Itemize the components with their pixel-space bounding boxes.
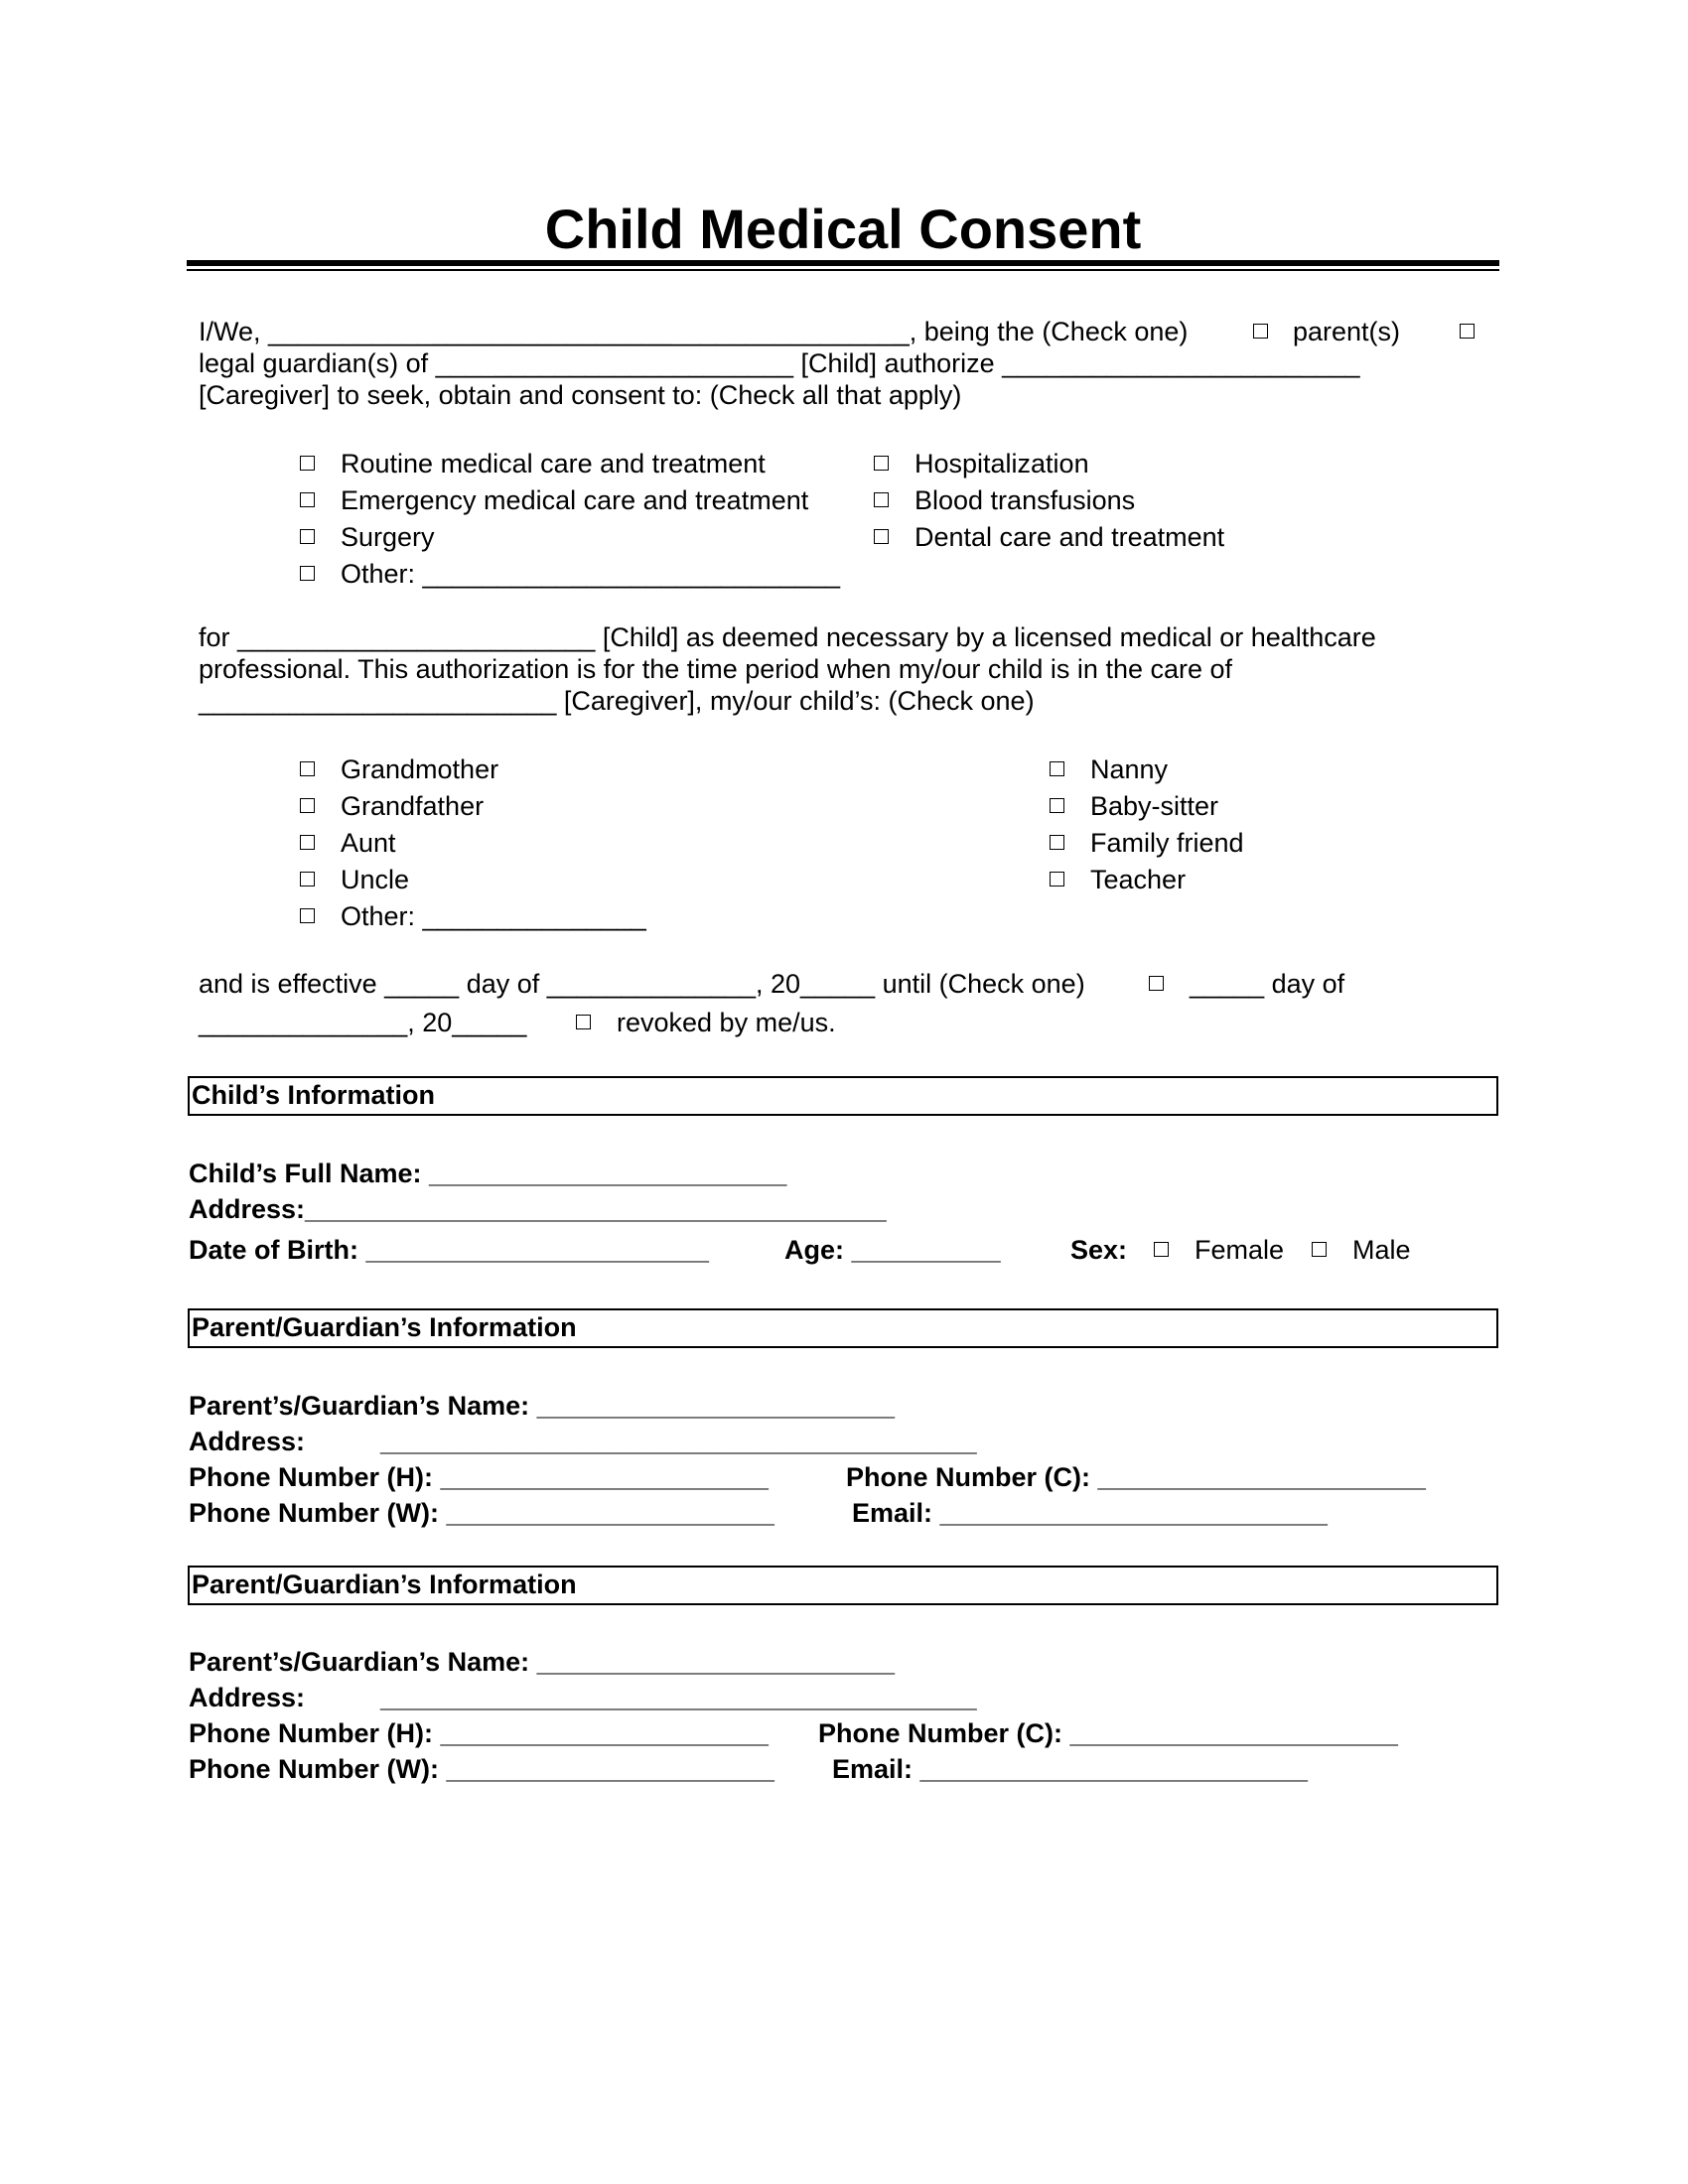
relation-label: Other: _______________ [341, 901, 646, 931]
guardian2-address-label: Address: [189, 1683, 306, 1712]
relation-label: Baby-sitter [1090, 791, 1219, 821]
relation-label: Grandfather [341, 791, 485, 821]
relation-checkbox-nanny[interactable] [1050, 761, 1064, 776]
intro-line-1: I/We, ___________________________________________, being the (Check one) [199, 317, 1189, 346]
guardian1-phone-work-field[interactable]: Phone Number (W): ______________________ [189, 1498, 774, 1528]
care-checkbox-routine[interactable] [300, 456, 315, 471]
parent-checkbox[interactable] [1253, 324, 1268, 339]
relation-label: Nanny [1090, 754, 1169, 784]
guardian1-address-field[interactable]: ________________________________________ [380, 1427, 977, 1456]
relation-checkbox-aunt[interactable] [300, 835, 315, 850]
relation-label: Uncle [341, 865, 410, 894]
title-rule-thick [187, 260, 1499, 266]
title-rule-thin [187, 269, 1499, 271]
guardian1-info-header: Parent/Guardian’s Information [188, 1308, 1498, 1348]
intro-line-2: legal guardian(s) of ________________________ [Child] authorize ________________________ [199, 348, 1360, 378]
guardian1-address-label: Address: [189, 1427, 306, 1456]
guardian2-email-field[interactable]: Email: __________________________ [832, 1754, 1308, 1784]
care-option-label: Emergency medical care and treatment [341, 485, 809, 515]
legal-guardian-checkbox[interactable] [1460, 324, 1475, 339]
for-line-3: ________________________ [Caregiver], my/our child’s: (Check one) [199, 686, 1035, 716]
sex-male-checkbox[interactable] [1312, 1242, 1327, 1257]
care-option-label: Dental care and treatment [914, 522, 1225, 552]
care-option-label: Blood transfusions [914, 485, 1136, 515]
child-full-name-field[interactable]: Child’s Full Name: ________________________ [189, 1159, 787, 1188]
relation-checkbox-other[interactable] [300, 908, 315, 923]
sex-female-label: Female [1195, 1235, 1285, 1265]
child-info-header: Child’s Information [188, 1076, 1498, 1116]
sex-male-label: Male [1352, 1235, 1411, 1265]
relation-checkbox-family-friend[interactable] [1050, 835, 1064, 850]
relation-label: Grandmother [341, 754, 499, 784]
child-sex-label: Sex: [1070, 1235, 1128, 1265]
relation-label: Aunt [341, 828, 396, 858]
care-option-label: Other: ____________________________ [341, 559, 840, 589]
until-date-checkbox[interactable] [1149, 976, 1164, 991]
guardian1-email-field[interactable]: Email: __________________________ [852, 1498, 1328, 1528]
care-checkbox-emergency[interactable] [300, 492, 315, 507]
relation-checkbox-babysitter[interactable] [1050, 798, 1064, 813]
child-age-field[interactable]: Age: __________ [784, 1235, 1001, 1265]
guardian2-phone-cell-field[interactable]: Phone Number (C): ______________________ [818, 1718, 1398, 1748]
care-checkbox-hospitalization[interactable] [874, 456, 889, 471]
care-checkbox-blood[interactable] [874, 492, 889, 507]
child-dob-field[interactable]: Date of Birth: _______________________ [189, 1235, 709, 1265]
guardian1-phone-cell-field[interactable]: Phone Number (C): ______________________ [846, 1462, 1426, 1492]
guardian2-address-field[interactable]: ________________________________________ [380, 1683, 977, 1712]
child-address-field[interactable]: Address:_______________________________________ [189, 1194, 887, 1224]
care-checkbox-surgery[interactable] [300, 529, 315, 544]
guardian1-name-field[interactable]: Parent’s/Guardian’s Name: ________________________ [189, 1391, 896, 1421]
relation-checkbox-grandmother[interactable] [300, 761, 315, 776]
relation-checkbox-grandfather[interactable] [300, 798, 315, 813]
care-option-label: Surgery [341, 522, 435, 552]
guardian2-name-field[interactable]: Parent’s/Guardian’s Name: ________________________ [189, 1647, 896, 1677]
care-checkbox-other[interactable] [300, 566, 315, 581]
effective-line-2: ______________, 20_____ [199, 1008, 527, 1037]
guardian1-phone-home-field[interactable]: Phone Number (H): ______________________ [189, 1462, 769, 1492]
relation-checkbox-uncle[interactable] [300, 872, 315, 887]
for-line-1: for ________________________ [Child] as deemed necessary by a licensed medical or healthcare [199, 622, 1376, 652]
guardian2-phone-work-field[interactable]: Phone Number (W): ______________________ [189, 1754, 774, 1784]
revoked-label: revoked by me/us. [617, 1008, 836, 1037]
relation-label: Teacher [1090, 865, 1187, 894]
guardian2-phone-home-field[interactable]: Phone Number (H): ______________________ [189, 1718, 769, 1748]
care-option-label: Routine medical care and treatment [341, 449, 766, 478]
revoked-checkbox[interactable] [576, 1015, 591, 1029]
guardian2-info-header: Parent/Guardian’s Information [188, 1566, 1498, 1605]
care-checkbox-dental[interactable] [874, 529, 889, 544]
until-date-text: _____ day of [1190, 969, 1345, 999]
intro-line-3: [Caregiver] to seek, obtain and consent to: (Check all that apply) [199, 380, 962, 410]
relation-label: Family friend [1090, 828, 1244, 858]
care-option-label: Hospitalization [914, 449, 1089, 478]
relation-checkbox-teacher[interactable] [1050, 872, 1064, 887]
parent-option-label: parent(s) [1293, 317, 1401, 346]
effective-line-1: and is effective _____ day of ______________, 20_____ until (Check one) [199, 969, 1085, 999]
for-line-2: professional. This authorization is for the time period when my/our child is in the care of [199, 654, 1233, 684]
page-title: Child Medical Consent [544, 198, 1142, 260]
sex-female-checkbox[interactable] [1154, 1242, 1169, 1257]
